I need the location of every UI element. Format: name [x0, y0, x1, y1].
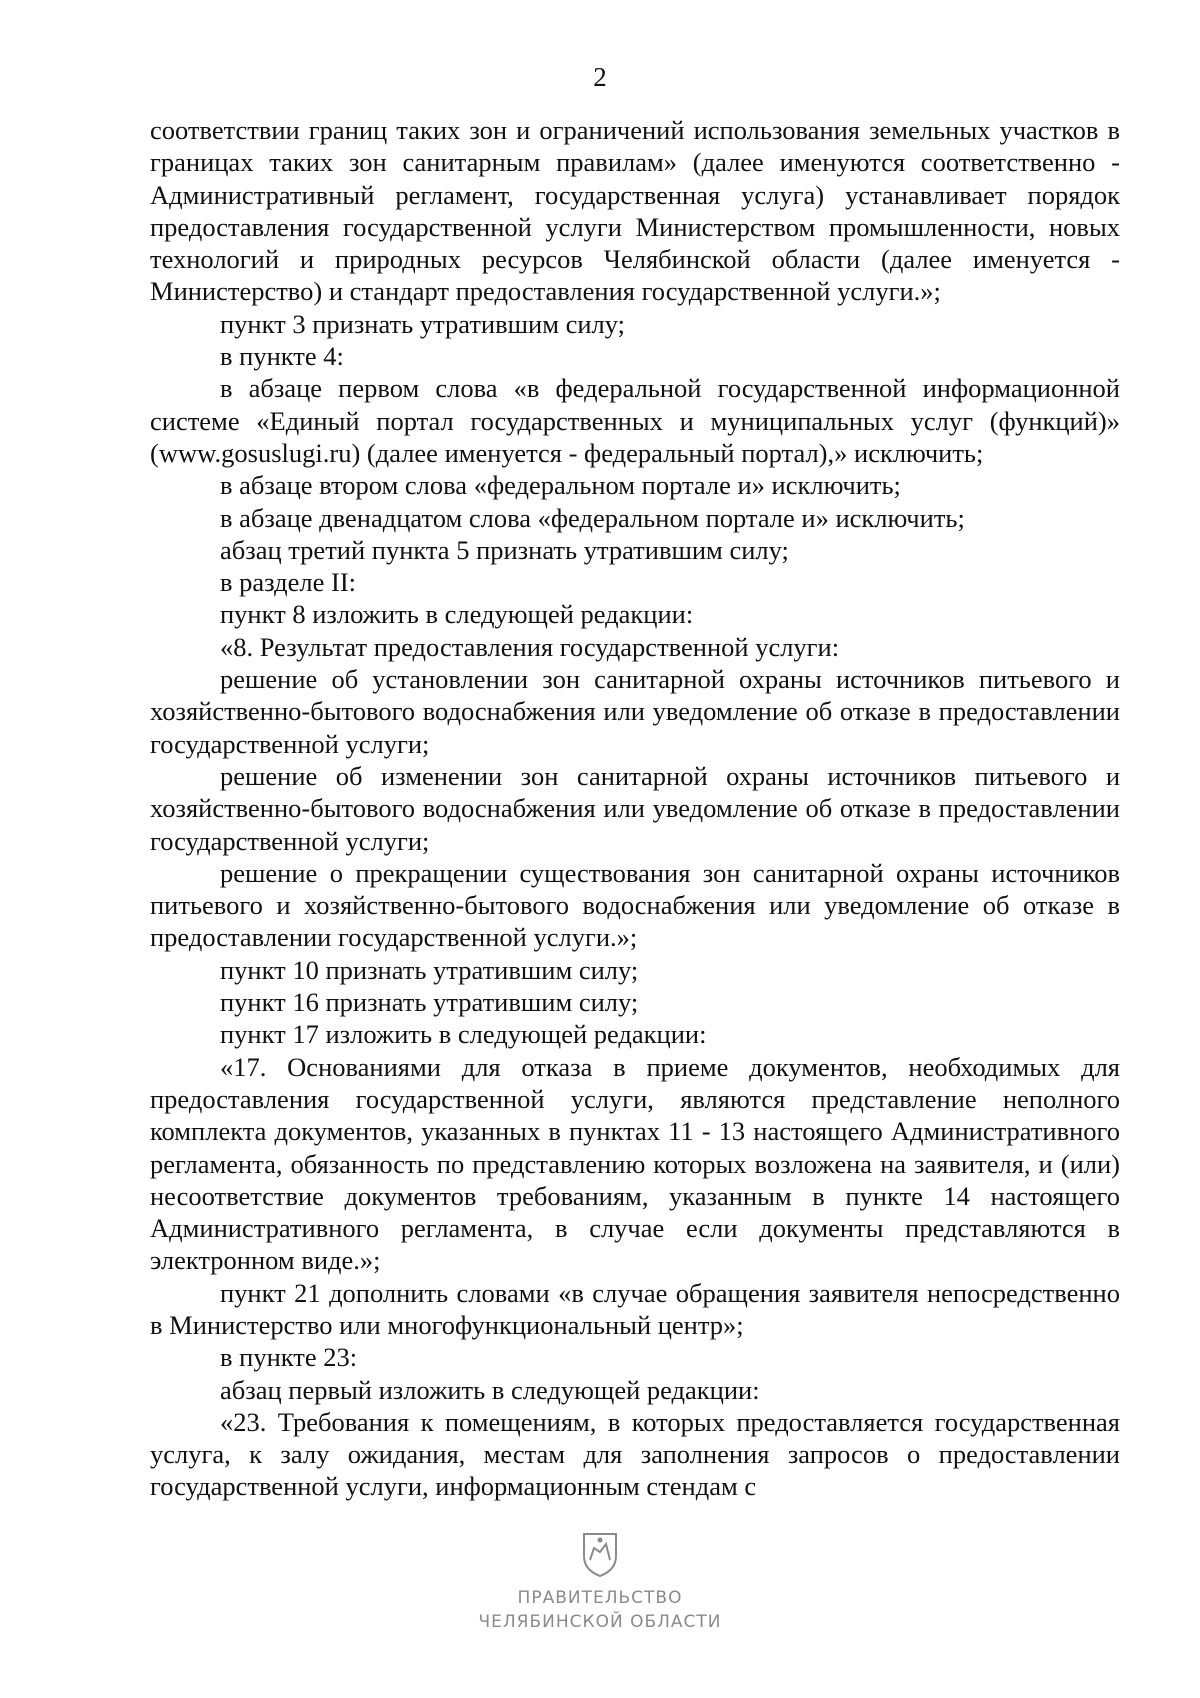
paragraph: в абзаце двенадцатом слова «федеральном портале и» исключить; — [220, 502, 965, 533]
paragraph: «17. Основаниями для отказа в приеме документов, необходимых для предоставления государственной услуги, являются представление неполного комплекта документов, указанных в пунктах 11 - 13 настоящего Административного регламента, обязанность по представлению которых возложена на заявителя, и (или) несоответствие документов требованиям, указанным в пункте 14 настоящего Административного регламента, в случае если документы представляются в электронном виде.»; — [150, 1051, 1120, 1276]
paragraph: в пункте 23: — [220, 1342, 358, 1373]
page-number: 2 — [593, 62, 607, 92]
paragraph: в абзаце втором слова «федеральном портале и» исключить; — [220, 470, 901, 501]
stamp-line-2: ЧЕЛЯБИНСКОЙ ОБЛАСТИ — [478, 1612, 722, 1632]
paragraph: решение о прекращении существования зон санитарной охраны источников питьевого и хозяйственно-бытового водоснабжения или уведомление об отказе в предоставлении государственной услуги.»; — [150, 857, 1120, 953]
paragraph: пункт 3 признать утратившим силу; — [220, 308, 626, 339]
paragraph: пункт 21 дополнить словами «в случае обращения заявителя непосредственно в Министерство или многофункциональный центр»; — [150, 1277, 1120, 1340]
paragraph: пункт 17 изложить в следующей редакции: — [220, 1019, 707, 1050]
government-stamp — [440, 1530, 760, 1640]
stamp-line-1: ПРАВИТЕЛЬСТВО — [517, 1588, 683, 1608]
paragraph: абзац третий пункта 5 признать утратившим силу; — [220, 534, 789, 565]
paragraph: пункт 10 признать утратившим силу; — [220, 954, 639, 985]
paragraph: в пункте 4: — [220, 341, 344, 372]
paragraph: «23. Требования к помещениям, в которых предоставляется государственная услуга, к залу ожидания, местам для заполнения запросов о предоставлении государственной услуги, информационным стендам с — [150, 1406, 1120, 1502]
paragraph: пункт 16 признать утратившим силу; — [220, 987, 639, 1018]
paragraph: в разделе II: — [220, 567, 357, 598]
paragraph: в абзаце первом слова «в федеральной государственной информационной системе «Единый портал государственных и муниципальных услуг (функций)» (www.gosuslugi.ru) (далее именуется - федеральный портал),» исключить; — [150, 373, 1120, 468]
paragraph: решение об установлении зон санитарной охраны источников питьевого и хозяйственно-бытового водоснабжения или уведомление об отказе в предоставлении государственной услуги; — [150, 664, 1120, 759]
paragraph: абзац первый изложить в следующей редакции: — [220, 1374, 760, 1405]
paragraph: решение об изменении зон санитарной охраны источников питьевого и хозяйственно-бытового водоснабжения или уведомление об отказе в предоставлении государственной услуги; — [150, 760, 1120, 856]
coat-of-arms-icon — [580, 1530, 620, 1578]
document-body — [150, 114, 1120, 1503]
paragraph: пункт 8 изложить в следующей редакции: — [220, 599, 694, 630]
paragraph: соответствии границ таких зон и ограничений использования земельных участков в границах таких зон санитарным правилам» (далее именуются соответственно - Административный регламент, государственная услуга) устанавливает порядок предоставления государственной услуги Министерством промышленности, новых технологий и природных ресурсов Челябинской области (далее именуется - Министерство) и стандарт предоставления государственной услуги.»; — [150, 115, 1120, 307]
paragraph: «8. Результат предоставления государственной услуги: — [220, 631, 840, 662]
